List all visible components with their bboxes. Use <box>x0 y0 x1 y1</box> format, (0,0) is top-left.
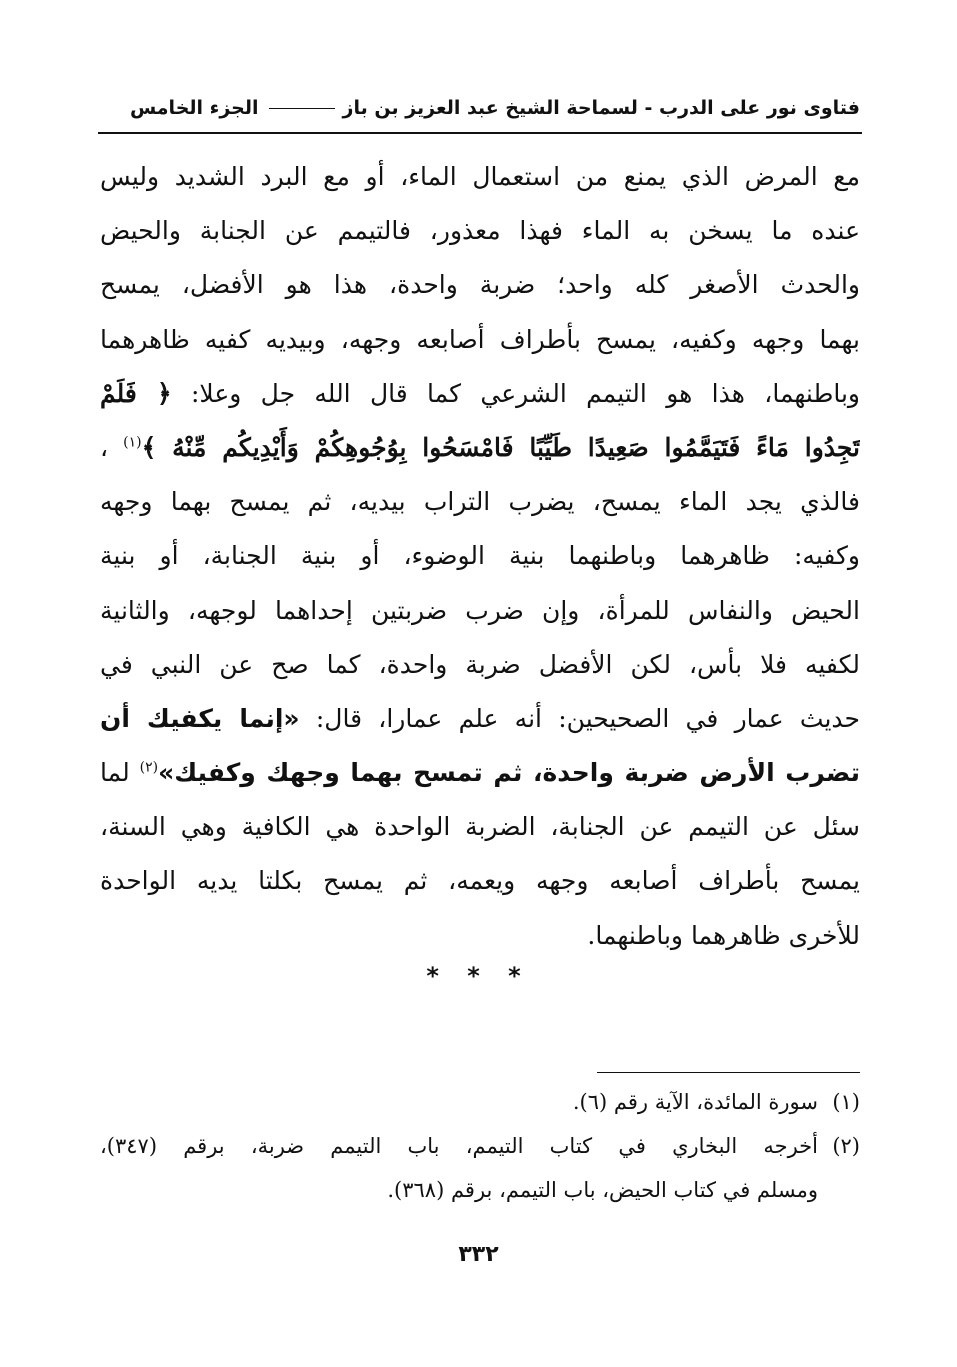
text-line: فالذي يجد الماء يمسح، يضرب التراب بيديه، ثم يمسح بهما وجهه <box>100 487 860 517</box>
body-text <box>100 150 860 963</box>
hadith-quote: تضرب الأرض ضربة واحدة، ثم تمسح بهما وجهك وكفيك» <box>158 758 860 788</box>
footnote-ref-1: (١) <box>123 434 142 451</box>
text-line: سئل عن التيمم عن الجنابة، الضربة الواحدة هي الكافية وهي السنة، <box>100 812 860 842</box>
text-segment: وباطنهما، هذا هو التيمم الشرعي كما قال الله جل وعلا: <box>190 378 860 408</box>
header-dash <box>269 108 335 109</box>
text-line: عنده ما يسخن به الماء فهذا معذور، فالتيمم عن الجنابة والحيض <box>100 216 860 246</box>
text-line <box>100 421 860 475</box>
text-segment: ، <box>100 432 109 462</box>
text-line: يمسح بأطراف أصابعه وجهه ويعمه، ثم يمسح بكلتا يديه الواحدة <box>100 866 860 896</box>
series-title: فتاوى نور على الدرب - لسماحة الشيخ عبد العزيز بن باز <box>342 97 860 119</box>
text-line: وكفيه: ظاهرهما وباطنهما بنية الوضوء، أو بنية الجنابة، أو بنية <box>100 541 860 571</box>
footnote-text: أخرجه البخاري في كتاب التيمم، باب التيمم ضربة، برقم (٣٤٧)، <box>100 1134 818 1158</box>
text-line: الحيض والنفاس للمرأة، وإن ضرب ضربتين إحداهما لوجهه، والثانية <box>100 595 860 625</box>
text-line: بهما وجهه وكفيه، يمسح بأطراف أصابعه وجهه، وبيديه كفيه ظاهرهما <box>100 324 860 354</box>
text-line: مع المرض الذي يمنع من استعمال الماء، أو مع البرد الشديد وليس <box>100 162 860 191</box>
text-line <box>100 367 860 421</box>
text-line: لكفيه فلا بأس، لكن الأفضل ضربة واحدة، كما صح عن النبي في <box>100 649 860 679</box>
footnote-1 <box>100 1080 860 1124</box>
footnote-text: سورة المائدة، الآية رقم (٦). <box>572 1090 818 1114</box>
footnote-2-continued: ومسلم في كتاب الحيض، باب التيمم، برقم (٣٦٨). <box>387 1178 818 1202</box>
running-header <box>100 88 860 128</box>
footnote-number: (١) <box>832 1090 860 1114</box>
text-line: والحدث الأصغر كله واحد؛ ضربة واحدة، هذا هو الأفضل، يمسح <box>100 270 860 300</box>
footnote-rule <box>597 1072 860 1073</box>
text-segment: لما <box>100 758 130 788</box>
hadith-quote-open: «إنما يكفيك أن <box>100 703 300 733</box>
text-line: للأخرى ظاهرهما وباطنهما. <box>587 920 860 950</box>
quran-verse: تَجِدُوا مَاءً فَتَيَمَّمُوا صَعِيدًا طَيِّبًا فَامْسَحُوا بِوُجُوهِكُمْ وَأَيْدِيكُم مِّنْهُ ﴾ <box>141 432 860 462</box>
section-separator: * * * <box>426 962 531 990</box>
volume-label: الجزء الخامس <box>129 97 259 119</box>
footnote-2 <box>100 1124 860 1168</box>
footnote-ref-2: (٢) <box>139 759 159 776</box>
footnote-number: (٢) <box>832 1134 860 1158</box>
header-rule <box>98 132 862 134</box>
quran-verse-open: ﴿ فَلَمْ <box>100 378 172 408</box>
text-segment: حديث عمار في الصحيحين: أنه علم عمارا، قال: <box>315 703 860 733</box>
text-line <box>100 692 860 746</box>
page-number: ٣٣٢ <box>458 1242 499 1267</box>
text-line <box>100 746 860 800</box>
footnotes <box>100 1080 860 1212</box>
